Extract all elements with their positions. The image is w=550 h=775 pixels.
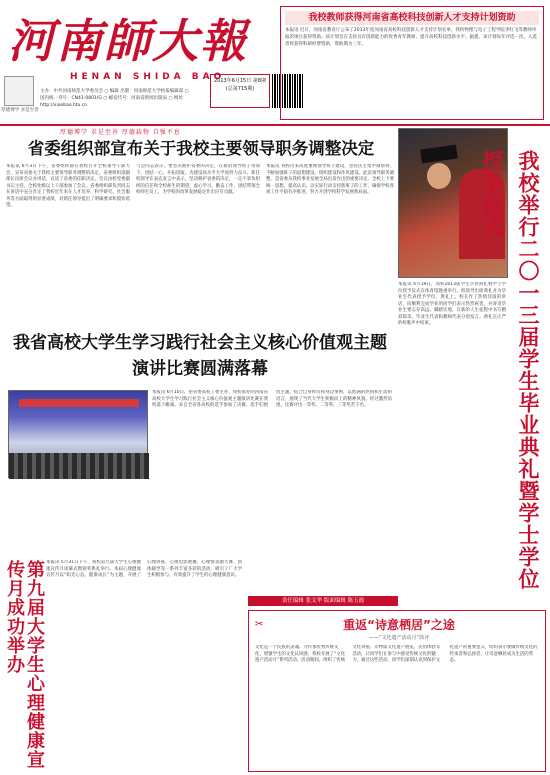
- lead-headline: 省委组织部宣布关于我校主要领导职务调整决定: [27, 139, 375, 158]
- issue-info: 2013年6月15日 第8期 (总第715期): [210, 74, 270, 108]
- stage-banner-shape: [19, 399, 139, 407]
- publisher-info: 主办：中共河南师范大学委员会 ○ 编辑 出版：河南师范大学校报编辑部 ○ 国内统一刊号：CN41-0801/G ○ 邮发代号：河南省新闻出版局 ○ 网址：http://xiaobao.htu.cn: [40, 89, 189, 108]
- newspaper-logo: 河南師大報: [8, 14, 248, 68]
- top-right-body: 本报讯 近日，河南省教育厅公布了2013年度河南省高校科技创新人才支持计划名单，我校物理与电子工程学院李红飞等教师申报的项目获得资助。该计划旨在支持具有创新能力的优秀青年教师，提升高校科技创新水平。据悉，该计划每年评选一次，入选者将获得科研经费资助，资助期为三年。: [285, 28, 537, 47]
- face-shape: [427, 163, 451, 189]
- top-right-article: [280, 6, 544, 120]
- graduation-vertical-headline: 我校举行二〇一三届学生毕业典礼暨学士学位授予仪式: [480, 150, 540, 590]
- feature-headline: 重返“诗意栖居”之途: [343, 618, 455, 632]
- seal-caption: 厚德博学 求是至善: [1, 108, 39, 113]
- speech-contest-article: 本报讯 6月10日，由省委高校工委主办、我校承办的河南省高校大学生学习践行社会主义核心价值观主题演讲比赛在我校落下帷幕。来自全省各高校的选手参加了决赛。选手们围绕主题，结合自身经历和身边事例，以饱满的热情和生动的语言，展现了当代大学生积极向上的精神风貌。经过激烈角逐，比赛评出一等奖、二等奖、三等奖若干名。: [152, 390, 392, 408]
- psych-month-article: 本报讯 5月31日下午，我校第九届大学生心理健康宣传月闭幕式暨颁奖典礼举行。本届心理健康宣传月以“阳光心态、健康成长”为主题，开展了心理讲座、心理电影展播、心理情景剧大赛、团体辅导等一系列丰富多彩的活动，吸引了广大学生积极参与，有效提升了学生的心理健康意识。: [46, 560, 242, 578]
- lead-article-col1: 本报讯 6月3日下午，省委组织部在我校召开全校领导干部大会，宣布省委关于我校主要领导职务调整的决定。省委组织部副部长出席会议并讲话，宣读了省委的任职决定。会议由校党委副书记主持。全校处级以上干部参加了会议。省委组织部负责同志在讲话中充分肯定了我校近年来在人才培养、科学研究、社会服务等方面取得的显著成绩，对新任领导提出了明确要求和殷切希望。: [6, 164, 130, 208]
- lead-article-col3: 本报讯 我校历来高度重视领导班子建设，坚持民主集中制原则，不断加强班子的思想建设、组织建设和作风建设。此次领导职务调整，是省委从我校事业发展全局出发作出的重要决定。全校上下要统一思想，提高认识，以实际行动支持新班子的工作，确保学校各项工作平稳有序推进，努力开创学校科学发展新局面。: [266, 164, 394, 195]
- scissors-icon: ✂: [255, 619, 264, 630]
- newspaper-logo-english: HENAN SHIDA BAO: [70, 72, 226, 82]
- speech-contest-headline: 我省高校大学生学习践行社会主义核心价值观主题演讲比赛圆满落幕: [13, 333, 387, 379]
- feature-box: [248, 610, 546, 772]
- slogan-strip: 厚德博学 求是至善 厚德载物 自强不息: [60, 129, 181, 136]
- masthead-divider: [0, 124, 550, 126]
- editor-strip: 责任编辑 张文华 版面编辑 陈玉霞: [248, 596, 398, 606]
- graduation-article: 本报讯 6月19日，我校2013届学生毕业典礼暨学士学位授予仪式在体育馆隆重举行。校领导出席典礼并为毕业生代表授予学位。典礼上，校长作了热情洋溢的讲话，向顺利完成学业的同学们表示热烈祝贺，并寄语毕业生要志存高远、脚踏实地，在新的人生征程中书写精彩篇章。毕业生代表和教师代表分别发言。典礼在庄严的校歌声中结束。: [398, 282, 506, 326]
- university-seal-icon: [4, 76, 34, 106]
- speech-contest-photo: [8, 390, 148, 478]
- mortarboard-shape: [420, 145, 458, 164]
- lead-article-col2: 与会同志表示，要坚决拥护省委的决定，在新的领导班子带领下，团结一心，开拓进取，为建设高水平大学而努力奋斗。新任校领导在表态发言中表示，坚决拥护省委的决定，一定不辜负组织的信任和全校师生的期望，虚心学习，勤奋工作，团结带领全校师生员工，为学校的改革发展稳定作出应有贡献。: [136, 164, 260, 195]
- audience-shape: [9, 453, 149, 479]
- feature-subheadline: ——“文化遗产活动月”简评: [368, 635, 430, 641]
- top-right-headline: 我校教师获得河南省高校科技创新人才支持计划资助: [285, 11, 539, 25]
- psych-month-vertical-headline: 第九届大学生心理健康宣传月成功举办: [4, 560, 45, 769]
- feature-body: 文化是一个民族的灵魂。为传承优秀传统文化，增强学生的文化认同感，我校开展了“文化遗产活动月”系列活动。活动期间，组织了传统文化讲座、非物质文化遗产展览、民俗体验等活动，让同学们在参与中感受传统文化的魅力。通过这些活动，同学们深刻认识到保护文化遗产的重要意义，纷纷表示要做传统文化的传承者和弘扬者，让诗意栖居成为生活的常态。: [255, 645, 538, 664]
